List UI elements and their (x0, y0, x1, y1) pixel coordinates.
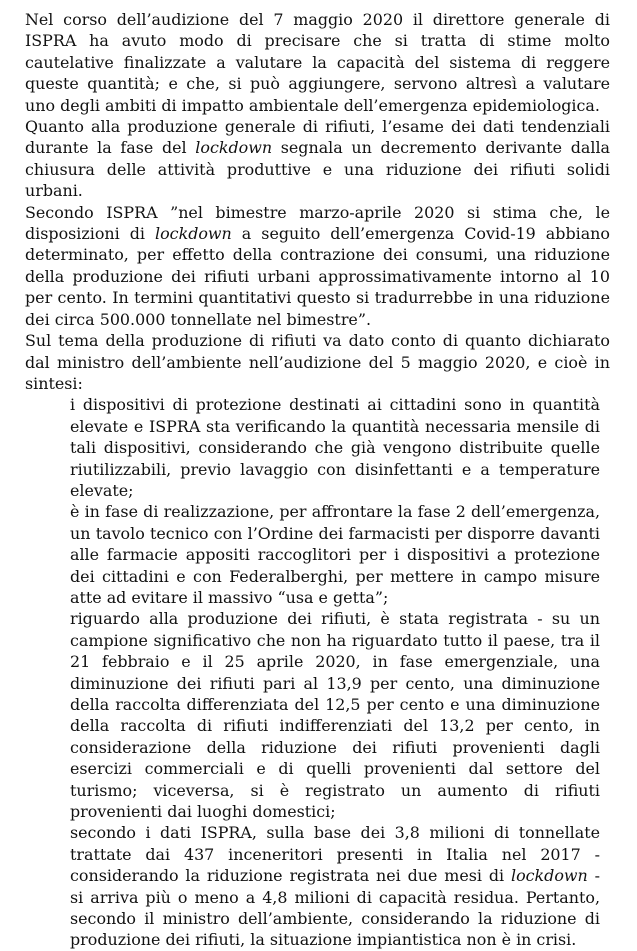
list-item (70, 822, 600, 950)
paragraph-text: segnala un decremento derivante dalla chiusura delle attività produttive e una riduzione dei rifiuti solidi urbani. (25, 138, 610, 201)
italic-term: lockdown (195, 138, 273, 158)
paragraph-text: Nel corso dell’audizione del 7 maggio 2020 il direttore generale di ISPRA ha avuto modo di precisare che si tratta di stime molto cautelative finalizzate a valutare la capacità del sistema di reggere queste quantità; e che, si può aggiungere, servono altresì a valutare uno degli ambiti di impatto ambientale dell’emergenza epidemiologica. (25, 10, 610, 115)
paragraph-text: Quanto alla produzione generale di rifiuti, l’esame dei dati tendenziali durante la fase del (25, 117, 610, 158)
paragraph-text: Sul tema della produzione di rifiuti va dato conto di quanto dichiarato dal ministro dell’ambiente nell’audizione del 5 maggio 2020, e cioè in sintesi: (25, 331, 610, 393)
paragraph-ispra-hearing (25, 9, 610, 116)
italic-term: lockdown (155, 224, 232, 244)
document-body (25, 9, 610, 951)
list-item (70, 394, 600, 501)
minister-points-list (25, 394, 610, 951)
list-item (70, 501, 600, 608)
list-item-text: i dispositivi di protezione destinati ai cittadini sono in quantità elevate e ISPRA sta verificando la quantità necessaria mensile di tali dispositivi, considerando che già vengono distribuite quelle riutilizzabili, previo lavaggio con disinfettanti e a temperature elevate; (70, 395, 600, 500)
list-item-text: secondo i dati ISPRA, sulla base dei 3,8 milioni di tonnellate trattate dai 437 inceneritori presenti in Italia nel 2017 - considerando la riduzione registrata nei due mesi di (70, 823, 600, 886)
paragraph-ispra-quote (25, 202, 610, 330)
paragraph-minister-intro (25, 330, 610, 394)
list-item-text: riguardo alla produzione dei rifiuti, è stata registrata - su un campione significativo che non ha riguardato tutto il paese, tra il 21 febbraio e il 25 aprile 2020, in fase emergenziale, una diminuzione dei rifiuti pari al 13,9 per cento, una diminuzione della raccolta differenziata del 12,5 per cento e una diminuzione della raccolta di rifiuti indifferenziati del 13,2 per cento, in considerazione della riduzione dei rifiuti provenienti dagli esercizi commerciali e di quelli provenienti dal settore del turismo; viceversa, si è registrato un aumento di rifiuti provenienti dai luoghi domestici; (70, 609, 600, 822)
paragraph-waste-production (25, 116, 610, 202)
list-item (70, 608, 600, 822)
paragraph-text: Secondo ISPRA ”nel bimestre marzo-aprile 2020 si stima che, le disposizioni di (25, 202, 610, 244)
italic-term: lockdown (511, 866, 588, 886)
paragraph-text: a seguito dell’emergenza Covid-19 abbiano determinato, per effetto della contrazione dei consumi, una riduzione della produzione dei rifiuti urbani approssimativamente intorno al 10 per cento. In termini quantitativi questo si tradurrebbe in una riduzione dei circa 500.000 tonnellate nel bimestre”. (25, 224, 610, 329)
list-item-text: - si arriva più o meno a 4,8 milioni di capacità residua. Pertanto, secondo il ministro dell’ambiente, considerando la riduzione di produzione dei rifiuti, la situazione impiantistica non è in crisi. (70, 866, 600, 950)
list-item-text: è in fase di realizzazione, per affrontare la fase 2 dell’emergenza, un tavolo tecnico con l’Ordine dei farmacisti per disporre davanti alle farmacie appositi raccoglitori per i dispositivi a protezione dei cittadini e con Federalberghi, per mettere in campo misure atte ad evitare il massivo “usa e getta”; (70, 502, 600, 607)
